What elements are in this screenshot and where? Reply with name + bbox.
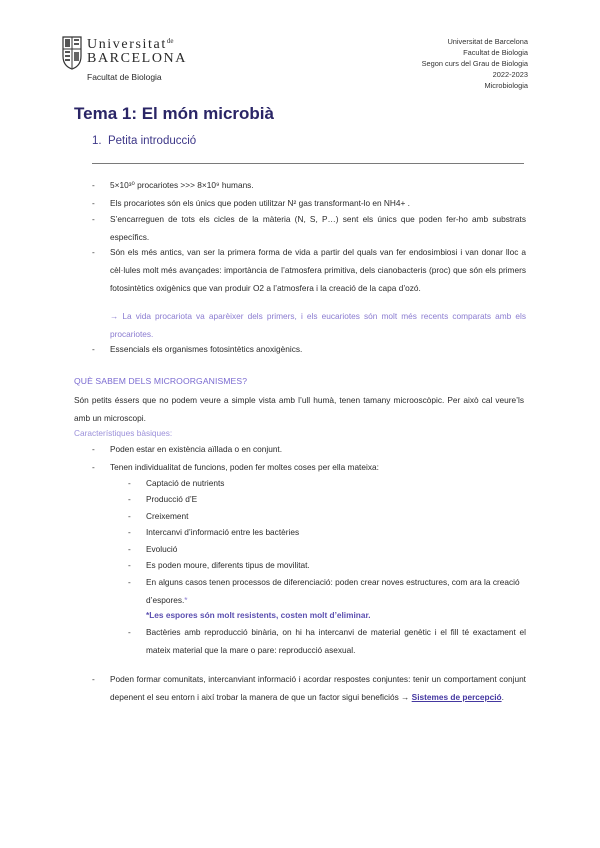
note-text: → La vida procariota va aparèixer dels primers, i els eucariotes són molt més recents comparats amb els procariotes. <box>110 311 526 339</box>
sub-list-item: - Intercanvi d’informació entre les bactèries <box>128 527 300 537</box>
university-crest-icon <box>62 36 82 70</box>
spore-note: *Les espores són molt resistents, costen molt d’eliminar. <box>146 610 371 620</box>
logo-faculty: Facultat de Biologia <box>87 72 162 82</box>
logo-line1: Universitat$^{de}$ <box>87 37 174 52</box>
header-line: Facultat de Biologia <box>463 48 528 57</box>
document-header <box>422 36 528 91</box>
list-item: - Són els més antics, van ser la primera forma de vida a partir del quals van fer endosimbiosi i van donar lloc a cèl·lules molt més avançades: importància de l’atmosfera primitiva, dels cianobacteris (proc) que són els primers fotosintètics oxigènics que van produir O2 a l’atmosfera i la creació de la capa d’ozó. <box>92 247 526 293</box>
header-line: Segon curs del Grau de Biologia <box>421 59 528 68</box>
header-line: Universitat de Barcelona <box>447 37 528 46</box>
sub-list-item: - Bactèries amb reproducció binària, on hi ha intercanvi de material genètic i el fill té exactament el mateix material que la mare o pare: reproducció asexual. <box>128 627 526 655</box>
sub-list-item: - Es poden moure, diferents tipus de movilitat. <box>128 560 310 570</box>
page-title: Tema 1: El món microbià <box>74 104 274 123</box>
list-item: - Poden estar en existència aïllada o en conjunt. <box>92 444 283 454</box>
subheading: Característiques bàsiques: <box>74 428 173 438</box>
sub-list-item: - Evolució <box>128 544 178 554</box>
sub-list-item: - Creixement <box>128 511 189 521</box>
section-heading-2: QUÈ SABEM DELS MICROORGANISMES? <box>74 376 248 386</box>
sub-list-item: - Producció d’E <box>128 494 198 504</box>
list-item: - Poden formar comunitats, intercanviant informació i acordar respostes conjuntes: tenir un comportament conjunt depenent el seu entorn i així trobar la manera de que un factor sigui beneficiós → Sistemes de percepció. <box>92 674 526 702</box>
intro-paragraph: Són petits éssers que no podem veure a simple vista amb l’ull humà, tenen tamany microoscòpic. Per això cal veure’ls amb un microscopi. <box>74 395 524 423</box>
list-item: - Tenen individualitat de funcions, poden fer moltes coses per ella mateixa: <box>92 462 379 472</box>
divider <box>92 163 524 164</box>
section-heading-1: 1. Petita introducció <box>92 135 197 147</box>
perception-systems-link[interactable]: Sistemes de percepció <box>411 692 502 702</box>
header-line: Microbiologia <box>484 81 528 90</box>
list-item: - Essencials els organismes fotosintètics anoxigènics. <box>92 344 303 354</box>
header-line: 2022-2023 <box>492 70 528 79</box>
sub-list-item: - Captació de nutrients <box>128 478 225 488</box>
list-item: - Els procariotes són els únics que poden utilitzar N² gas transformant-lo en NH4+ . <box>92 198 410 208</box>
list-item: - 5×10³⁰ procariotes >>> 8×10⁹ humans. <box>92 180 254 190</box>
university-logo <box>62 36 192 88</box>
sub-list-item: - En alguns casos tenen processos de diferenciació: poden crear noves estructures, com ara la creació d’espores.* <box>128 577 520 605</box>
list-item: - S’encarreguen de tots els cicles de la màteria (N, S, P…) sent els únics que poden fer-ho amb substrats específics. <box>92 214 526 242</box>
logo-line2: BARCELONA <box>87 51 187 66</box>
